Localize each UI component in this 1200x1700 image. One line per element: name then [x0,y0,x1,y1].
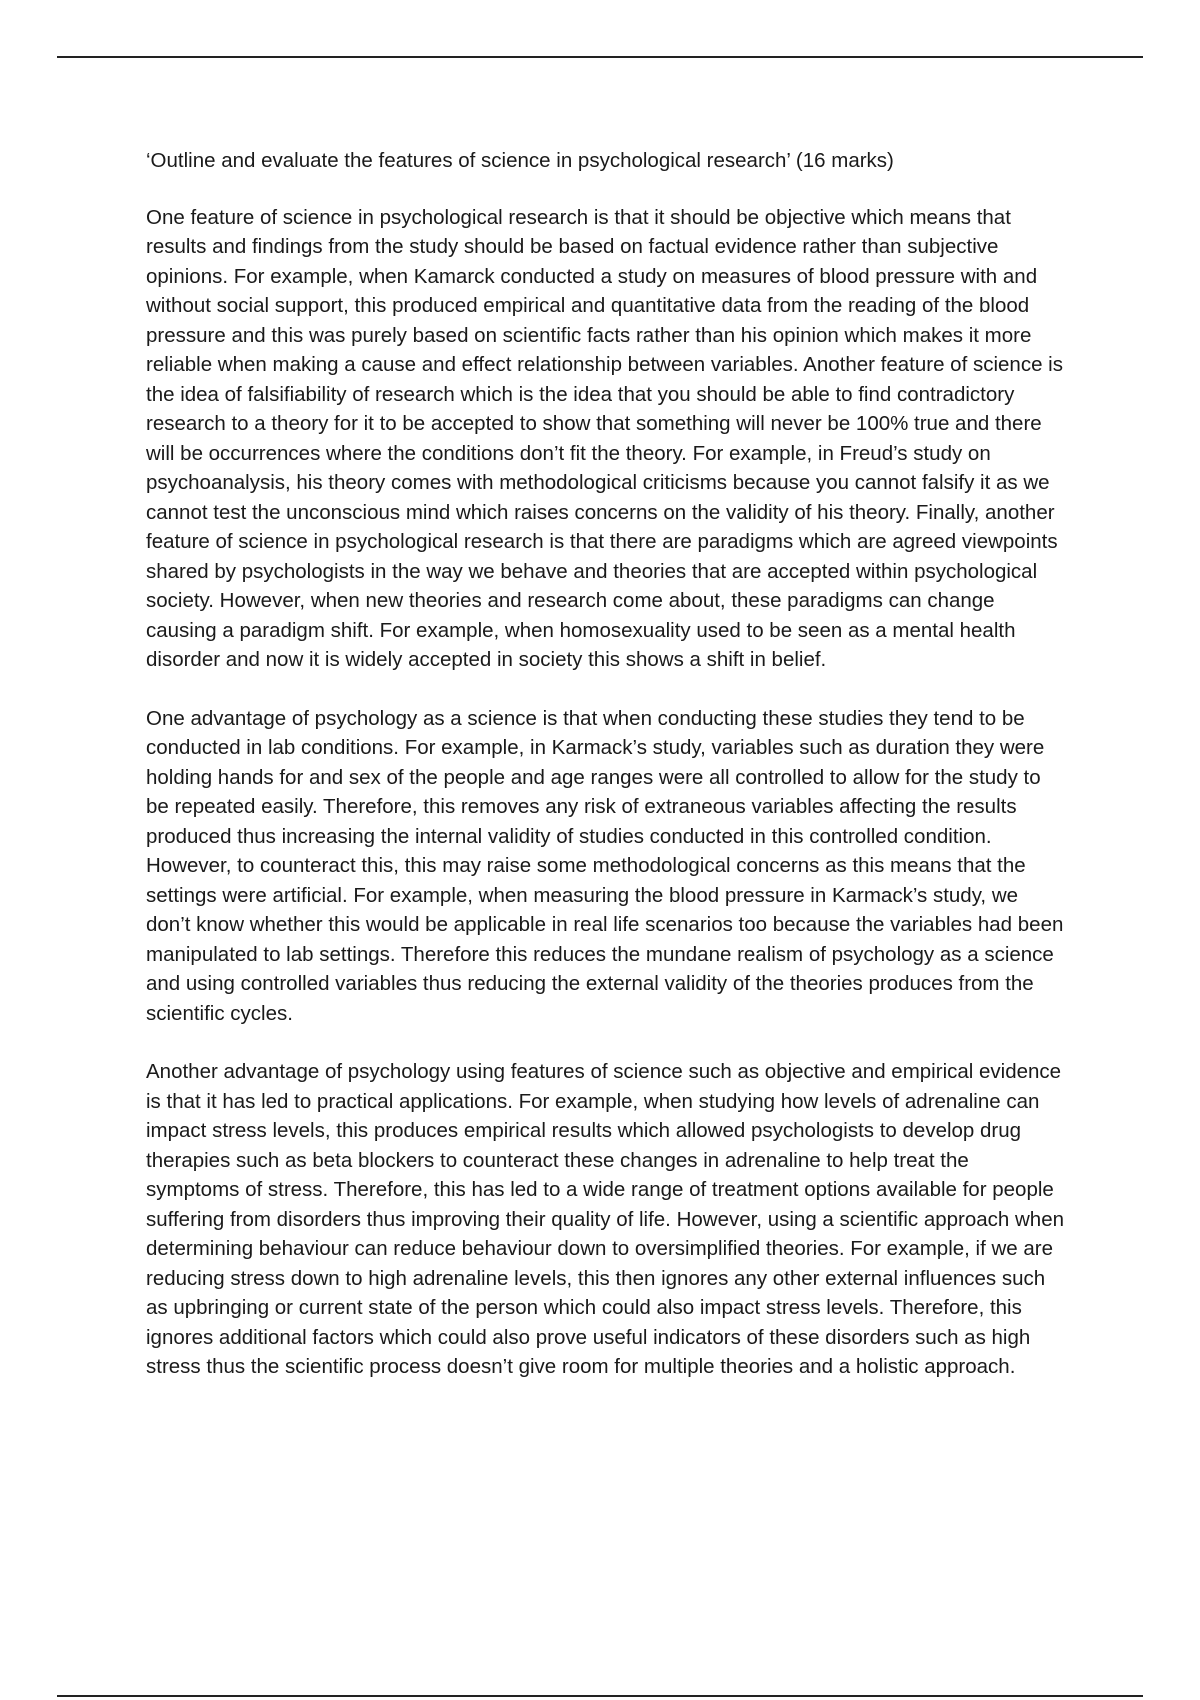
paragraph-lab-conditions: One advantage of psychology as a science is that when conducting these studies they tend to be conducted in lab conditions. For example, in Karmack’s study, variables such as duration they were holding hands for and sex of the people and age ranges were all controlled to allow for the study to be repeated easily. Therefore, this removes any risk of extraneous variables affecting the results produced thus increasing the internal validity of studies conducted in this controlled condition. However, to counteract this, this may raise some methodological concerns as this means that the settings were artificial. For example, when measuring the blood pressure in Karmack’s study, we don’t know whether this would be applicable in real life scenarios too because the variables had been manipulated to lab settings. Therefore this reduces the mundane realism of psychology as a science and using controlled variables thus reducing the external validity of the theories produces from the scientific cycles. [146,706,1064,1025]
bottom-divider [57,1695,1143,1697]
paragraph-practical-applications: Another advantage of psychology using features of science such as objective and empirical evidence is that it has led to practical applications. For example, when studying how levels of adrenaline can impact stress levels, this produces empirical results which allowed psychologists to develop drug therapies such as beta blockers to counteract these changes in adrenaline to help treat the symptoms of stress. Therefore, this has led to a wide range of treatment options available for people suffering from disorders thus improving their quality of life. However, using a scientific approach when determining behaviour can reduce behaviour down to oversimplified theories. For example, if we are reducing stress down to high adrenaline levels, this then ignores any other external influences such as upbringing or current state of the person which could also impact stress levels. Therefore, this ignores additional factors which could also prove useful indicators of these disorders such as high stress thus the scientific process doesn’t give room for multiple theories and a holistic approach. [146,1060,1065,1378]
essay-question: ‘Outline and evaluate the features of science in psychological research’ (16 marks) [146,149,894,172]
paragraph-features-of-science: One feature of science in psychological research is that it should be objective which means that results and findings from the study should be based on factual evidence rather than subjective opinions. For example, when Kamarck conducted a study on measures of blood pressure with and without social support, this produced empirical and quantitative data from the reading of the blood pressure and this was purely based on scientific facts rather than his opinion which makes it more reliable when making a cause and effect relationship between variables. Another feature of science is the idea of falsifiability of research which is the idea that you should be able to find contradictory research to a theory for it to be accepted to show that something will never be 100% true and there will be occurrences where the conditions don’t fit the theory. For example, in Freud’s study on psychoanalysis, his theory comes with methodological criticisms because you cannot falsify it as we cannot test the unconscious mind which raises concerns on the validity of his theory. Finally, another feature of science in psychological research is that there are paradigms which are agreed viewpoints shared by psychologists in the way we behave and theories that are accepted within psychological society. However, when new theories and research come about, these paradigms can change causing a paradigm shift. For example, when homosexuality used to be seen as a mental health disorder and now it is widely accepted in society this shows a shift in belief. [146,205,1063,671]
document-body [146,146,1066,1411]
top-divider [57,56,1143,58]
